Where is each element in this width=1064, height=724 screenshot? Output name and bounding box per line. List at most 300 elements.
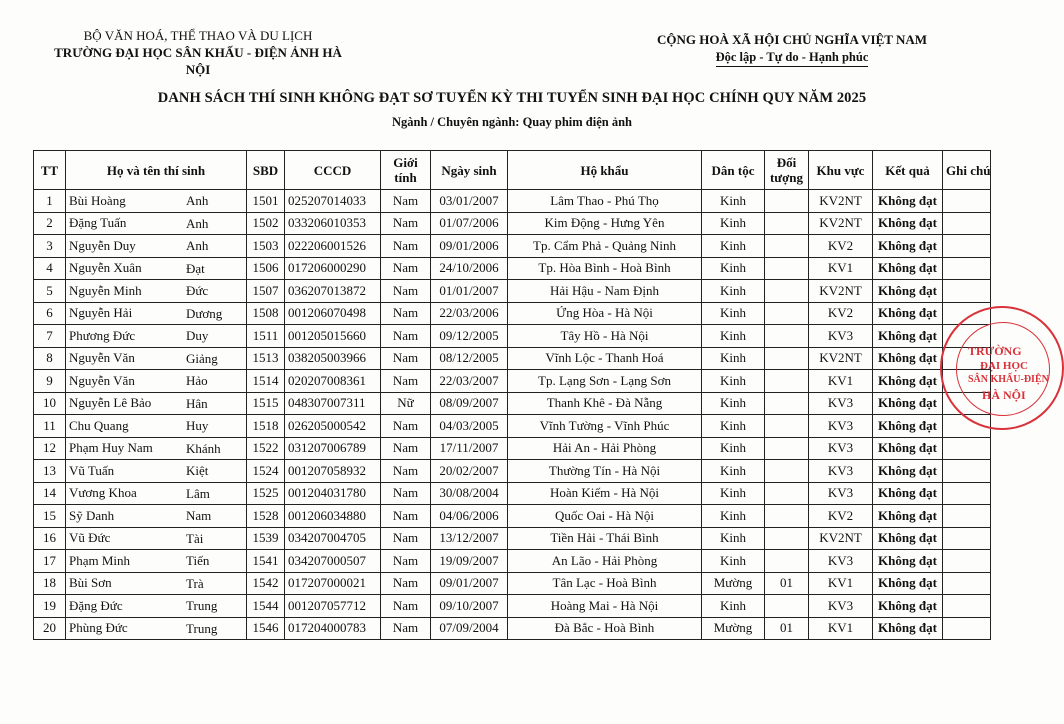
cell-region: KV3 [809, 437, 873, 460]
document-title: DANH SÁCH THÍ SINH KHÔNG ĐẠT SƠ TUYỂN KỲ THI TUYỂN SINH ĐẠI HỌC CHÍNH QUY NĂM 2025 [157, 90, 867, 106]
cell-ethnic: Kinh [702, 550, 765, 573]
first-middle-name: Chu Quang [69, 417, 129, 433]
cell-priority [765, 482, 809, 505]
given-name: Khánh [186, 440, 221, 456]
cell-priority [765, 505, 809, 528]
cell-ethnic: Kinh [702, 392, 765, 415]
cell-note [943, 505, 991, 528]
table-row [34, 235, 991, 258]
cell-region: KV3 [809, 460, 873, 483]
cell-dob: 09/10/2007 [431, 595, 508, 618]
cell-ethnic: Kinh [702, 347, 765, 370]
cell-ethnic: Kinh [702, 212, 765, 235]
col-header-cccd: CCCD [285, 151, 381, 190]
cell-priority [765, 325, 809, 348]
given-name: Đạt [186, 260, 205, 276]
given-name: Duy [186, 328, 209, 343]
cell-tt: 14 [34, 482, 66, 505]
cell-gender: Nam [381, 212, 431, 235]
cell-region: KV3 [809, 595, 873, 618]
cell-region: KV2NT [809, 527, 873, 550]
cell-region: KV3 [809, 482, 873, 505]
cell-hometown: Thanh Khê - Đà Nẵng [508, 392, 702, 415]
cell-tt: 10 [34, 392, 66, 415]
cell-gender: Nam [381, 280, 431, 303]
cell-hometown: Đà Bắc - Hoà Bình [508, 617, 702, 640]
cell-dob: 20/02/2007 [431, 460, 508, 483]
table-row [34, 190, 991, 213]
cell-cccd: 048307007311 [285, 392, 381, 415]
given-name: Trà [186, 575, 204, 591]
cell-note [943, 460, 991, 483]
cell-gender: Nam [381, 302, 431, 325]
cell-dob: 04/06/2006 [431, 505, 508, 528]
cell-sbd: 1506 [247, 257, 285, 280]
cell-cccd: 025207014033 [285, 190, 381, 213]
cell-hometown: Tp. Lạng Sơn - Lạng Sơn [508, 370, 702, 393]
cell-region: KV3 [809, 550, 873, 573]
cell-sbd: 1515 [247, 392, 285, 415]
cell-name [66, 617, 247, 640]
table-row [34, 617, 991, 640]
cell-dob: 13/12/2007 [431, 527, 508, 550]
table-row [34, 460, 991, 483]
col-header-gender: Giới tính [381, 151, 431, 190]
first-middle-name: Vũ Tuấn [69, 462, 115, 478]
cell-ethnic: Kinh [702, 280, 765, 303]
cell-result: Không đạt [873, 370, 943, 393]
seal-text-2: ĐẠI HỌC [980, 360, 1028, 372]
cell-result: Không đạt [873, 302, 943, 325]
cell-note [943, 527, 991, 550]
cell-cccd: 026205000542 [285, 415, 381, 438]
col-header-priority: Đối tượng [765, 151, 809, 190]
cell-priority [765, 212, 809, 235]
cell-sbd: 1522 [247, 437, 285, 460]
cell-dob: 04/03/2005 [431, 415, 508, 438]
given-name: Hân [186, 395, 208, 411]
first-middle-name: Nguyễn Duy [69, 237, 136, 253]
cell-tt: 8 [34, 347, 66, 370]
cell-tt: 13 [34, 460, 66, 483]
cell-gender: Nam [381, 460, 431, 483]
cell-cccd: 020207008361 [285, 370, 381, 393]
cell-note [943, 617, 991, 640]
cell-note [943, 302, 991, 325]
cell-priority [765, 235, 809, 258]
cell-sbd: 1508 [247, 302, 285, 325]
cell-dob: 17/11/2007 [431, 437, 508, 460]
cell-tt: 5 [34, 280, 66, 303]
cell-ethnic: Kinh [702, 302, 765, 325]
cell-hometown: Tiền Hải - Thái Bình [508, 527, 702, 550]
cell-priority [765, 370, 809, 393]
cell-cccd: 001206070498 [285, 302, 381, 325]
cell-name [66, 572, 247, 595]
national-motto: Độc lập - Tự do - Hạnh phúc [716, 49, 869, 67]
cell-gender: Nam [381, 550, 431, 573]
table-row [34, 505, 991, 528]
cell-name [66, 527, 247, 550]
cell-result: Không đạt [873, 550, 943, 573]
col-header-hometown: Hộ khẩu [508, 151, 702, 190]
cell-priority [765, 550, 809, 573]
given-name: Tài [186, 530, 204, 546]
cell-gender: Nam [381, 505, 431, 528]
given-name: Anh [186, 238, 209, 253]
cell-region: KV2 [809, 505, 873, 528]
table-row [34, 325, 991, 348]
given-name: Hảo [186, 373, 208, 388]
table-row [34, 212, 991, 235]
cell-result: Không đạt [873, 482, 943, 505]
school-name: TRƯỜNG ĐẠI HỌC SÂN KHẤU - ĐIỆN ẢNH HÀ NỘI [54, 45, 342, 77]
cell-cccd: 017207000021 [285, 572, 381, 595]
cell-result: Không đạt [873, 212, 943, 235]
cell-sbd: 1525 [247, 482, 285, 505]
given-name: Giảng [186, 350, 218, 366]
cell-ethnic: Kinh [702, 460, 765, 483]
cell-cccd: 034207000507 [285, 550, 381, 573]
cell-note [943, 550, 991, 573]
cell-ethnic: Kinh [702, 527, 765, 550]
col-header-sbd: SBD [247, 151, 285, 190]
cell-name [66, 235, 247, 258]
cell-note [943, 437, 991, 460]
cell-result: Không đạt [873, 347, 943, 370]
cell-cccd: 001207057712 [285, 595, 381, 618]
first-middle-name: Vương Khoa [69, 485, 137, 501]
cell-region: KV2NT [809, 280, 873, 303]
cell-dob: 22/03/2007 [431, 370, 508, 393]
cell-gender: Nam [381, 595, 431, 618]
given-name: Anh [186, 193, 209, 208]
cell-tt: 12 [34, 437, 66, 460]
cell-ethnic: Kinh [702, 370, 765, 393]
cell-gender: Nam [381, 190, 431, 213]
cell-gender: Nam [381, 437, 431, 460]
cell-result: Không đạt [873, 280, 943, 303]
cell-gender: Nam [381, 235, 431, 258]
cell-region: KV2NT [809, 347, 873, 370]
seal-text-3: SÂN KHẤU-ĐIỆN [968, 374, 1049, 385]
cell-gender: Nam [381, 572, 431, 595]
cell-region: KV1 [809, 572, 873, 595]
cell-sbd: 1541 [247, 550, 285, 573]
cell-tt: 4 [34, 257, 66, 280]
cell-hometown: Hải Hậu - Nam Định [508, 280, 702, 303]
cell-hometown: An Lão - Hải Phòng [508, 550, 702, 573]
given-name: Dương [186, 305, 223, 321]
cell-note [943, 392, 991, 415]
cell-region: KV3 [809, 415, 873, 438]
cell-tt: 3 [34, 235, 66, 258]
cell-dob: 19/09/2007 [431, 550, 508, 573]
cell-result: Không đạt [873, 190, 943, 213]
table-row [34, 370, 991, 393]
cell-note [943, 415, 991, 438]
cell-name [66, 460, 247, 483]
cell-gender: Nam [381, 325, 431, 348]
first-middle-name: Phương Đức [69, 327, 136, 343]
cell-hometown: Vĩnh Tường - Vĩnh Phúc [508, 415, 702, 438]
cell-note [943, 257, 991, 280]
cell-gender: Nam [381, 347, 431, 370]
cell-ethnic: Kinh [702, 595, 765, 618]
cell-region: KV2NT [809, 212, 873, 235]
col-header-ethnic: Dân tộc [702, 151, 765, 190]
cell-priority [765, 437, 809, 460]
cell-dob: 09/01/2006 [431, 235, 508, 258]
table-row [34, 482, 991, 505]
cell-tt: 1 [34, 190, 66, 213]
cell-hometown: Thường Tín - Hà Nội [508, 460, 702, 483]
national-header [642, 31, 942, 67]
cell-cccd: 017204000783 [285, 617, 381, 640]
cell-priority [765, 347, 809, 370]
cell-name [66, 392, 247, 415]
col-header-result: Kết quả [873, 151, 943, 190]
cell-name [66, 482, 247, 505]
first-middle-name: Nguyễn Văn [69, 372, 135, 388]
cell-tt: 2 [34, 212, 66, 235]
cell-priority: 01 [765, 617, 809, 640]
cell-dob: 24/10/2006 [431, 257, 508, 280]
cell-cccd: 001207058932 [285, 460, 381, 483]
cell-note [943, 190, 991, 213]
cell-dob: 30/08/2004 [431, 482, 508, 505]
cell-name [66, 595, 247, 618]
cell-sbd: 1539 [247, 527, 285, 550]
cell-note [943, 595, 991, 618]
cell-result: Không đạt [873, 437, 943, 460]
cell-note [943, 280, 991, 303]
first-middle-name: Phạm Minh [69, 552, 131, 568]
cell-sbd: 1501 [247, 190, 285, 213]
first-middle-name: Bùi Sơn [69, 575, 112, 591]
cell-tt: 16 [34, 527, 66, 550]
cell-priority [765, 595, 809, 618]
cell-priority [765, 392, 809, 415]
cell-sbd: 1502 [247, 212, 285, 235]
cell-gender: Nam [381, 617, 431, 640]
first-middle-name: Nguyễn Hải [69, 305, 133, 321]
cell-sbd: 1513 [247, 347, 285, 370]
cell-result: Không đạt [873, 595, 943, 618]
cell-ethnic: Kinh [702, 235, 765, 258]
first-middle-name: Nguyễn Văn [69, 350, 135, 366]
given-name: Nam [186, 508, 212, 523]
table-row [34, 595, 991, 618]
cell-result: Không đạt [873, 415, 943, 438]
cell-priority [765, 280, 809, 303]
cell-sbd: 1507 [247, 280, 285, 303]
cell-tt: 7 [34, 325, 66, 348]
cell-hometown: Hải An - Hải Phòng [508, 437, 702, 460]
cell-hometown: Ứng Hòa - Hà Nội [508, 302, 702, 325]
cell-result: Không đạt [873, 505, 943, 528]
table-row [34, 572, 991, 595]
cell-sbd: 1514 [247, 370, 285, 393]
cell-priority [765, 460, 809, 483]
cell-ethnic: Kinh [702, 257, 765, 280]
cell-note [943, 370, 991, 393]
cell-tt: 11 [34, 415, 66, 438]
document-subtitle: Ngành / Chuyên ngành: Quay phim điện ảnh [391, 115, 633, 129]
cell-note [943, 482, 991, 505]
cell-dob: 08/09/2007 [431, 392, 508, 415]
cell-cccd: 033206010353 [285, 212, 381, 235]
given-name: Huy [186, 418, 209, 433]
cell-result: Không đạt [873, 572, 943, 595]
cell-hometown: Tp. Hòa Bình - Hoà Bình [508, 257, 702, 280]
col-header-note: Ghi chú [943, 151, 991, 190]
cell-note [943, 347, 991, 370]
col-header-dob: Ngày sinh [431, 151, 508, 190]
cell-priority [765, 302, 809, 325]
first-middle-name: Bùi Hoàng [69, 192, 126, 208]
table-row [34, 437, 991, 460]
cell-tt: 15 [34, 505, 66, 528]
cell-cccd: 022206001526 [285, 235, 381, 258]
cell-name [66, 190, 247, 213]
cell-dob: 07/09/2004 [431, 617, 508, 640]
cell-sbd: 1546 [247, 617, 285, 640]
cell-note [943, 212, 991, 235]
cell-priority [765, 257, 809, 280]
cell-gender: Nam [381, 370, 431, 393]
cell-ethnic: Kinh [702, 437, 765, 460]
ministry-header [48, 27, 348, 78]
cell-sbd: 1503 [247, 235, 285, 258]
ministry-name: BỘ VĂN HOÁ, THỂ THAO VÀ DU LỊCH [83, 28, 313, 43]
first-middle-name: Nguyễn Lê Bảo [69, 395, 152, 411]
cell-hometown: Kim Động - Hưng Yên [508, 212, 702, 235]
cell-gender: Nam [381, 482, 431, 505]
cell-priority [765, 527, 809, 550]
cell-region: KV3 [809, 325, 873, 348]
cell-ethnic: Kinh [702, 415, 765, 438]
cell-result: Không đạt [873, 325, 943, 348]
given-name: Anh [186, 215, 209, 231]
cell-name [66, 302, 247, 325]
cell-name [66, 437, 247, 460]
cell-cccd: 036207013872 [285, 280, 381, 303]
table-row [34, 280, 991, 303]
cell-cccd: 001205015660 [285, 325, 381, 348]
first-middle-name: Vũ Đức [69, 530, 111, 546]
cell-name [66, 370, 247, 393]
country-name: CỘNG HOÀ XÃ HỘI CHỦ NGHĨA VIỆT NAM [656, 32, 928, 47]
col-header-name: Họ và tên thí sinh [66, 151, 247, 190]
cell-region: KV1 [809, 257, 873, 280]
cell-dob: 22/03/2006 [431, 302, 508, 325]
given-name: Lâm [186, 485, 210, 501]
cell-region: KV1 [809, 617, 873, 640]
cell-tt: 9 [34, 370, 66, 393]
cell-tt: 19 [34, 595, 66, 618]
cell-note [943, 235, 991, 258]
cell-hometown: Tp. Cẩm Phả - Quảng Ninh [508, 235, 702, 258]
cell-region: KV2 [809, 302, 873, 325]
cell-cccd: 001206034880 [285, 505, 381, 528]
given-name: Tiến [186, 553, 210, 568]
cell-sbd: 1524 [247, 460, 285, 483]
first-middle-name: Nguyễn Xuân [69, 260, 142, 276]
cell-ethnic: Kinh [702, 325, 765, 348]
cell-name [66, 325, 247, 348]
cell-cccd: 038205003966 [285, 347, 381, 370]
cell-dob: 01/07/2006 [431, 212, 508, 235]
cell-tt: 20 [34, 617, 66, 640]
cell-gender: Nam [381, 527, 431, 550]
cell-result: Không đạt [873, 392, 943, 415]
cell-name [66, 347, 247, 370]
cell-tt: 17 [34, 550, 66, 573]
cell-sbd: 1542 [247, 572, 285, 595]
cell-cccd: 017206000290 [285, 257, 381, 280]
cell-priority [765, 415, 809, 438]
first-middle-name: Đặng Tuấn [69, 215, 127, 231]
cell-ethnic: Mường [702, 572, 765, 595]
cell-result: Không đạt [873, 617, 943, 640]
cell-hometown: Hoàng Mai - Hà Nội [508, 595, 702, 618]
seal-text-4: HÀ NỘI [982, 388, 1026, 402]
cell-region: KV1 [809, 370, 873, 393]
cell-name [66, 550, 247, 573]
cell-ethnic: Kinh [702, 505, 765, 528]
cell-dob: 01/01/2007 [431, 280, 508, 303]
cell-dob: 03/01/2007 [431, 190, 508, 213]
seal-text-1: TRƯỜNG [968, 344, 1022, 358]
cell-gender: Nam [381, 257, 431, 280]
cell-hometown: Quốc Oai - Hà Nội [508, 505, 702, 528]
cell-note [943, 325, 991, 348]
table-header-row [34, 151, 991, 190]
cell-gender: Nữ [381, 392, 431, 415]
cell-hometown: Tây Hồ - Hà Nội [508, 325, 702, 348]
cell-sbd: 1518 [247, 415, 285, 438]
cell-name [66, 212, 247, 235]
cell-hometown: Lâm Thao - Phú Thọ [508, 190, 702, 213]
cell-name [66, 257, 247, 280]
cell-sbd: 1544 [247, 595, 285, 618]
cell-dob: 09/12/2005 [431, 325, 508, 348]
cell-priority [765, 190, 809, 213]
cell-cccd: 001204031780 [285, 482, 381, 505]
cell-result: Không đạt [873, 527, 943, 550]
cell-name [66, 505, 247, 528]
candidate-table [33, 150, 991, 640]
col-header-region: Khu vực [809, 151, 873, 190]
table-row [34, 257, 991, 280]
cell-region: KV2 [809, 235, 873, 258]
given-name: Trung [186, 620, 218, 636]
first-middle-name: Sỹ Danh [69, 507, 115, 523]
cell-cccd: 034207004705 [285, 527, 381, 550]
cell-gender: Nam [381, 415, 431, 438]
table-row [34, 392, 991, 415]
table-row [34, 302, 991, 325]
cell-priority: 01 [765, 572, 809, 595]
cell-region: KV3 [809, 392, 873, 415]
cell-name [66, 280, 247, 303]
cell-hometown: Hoàn Kiếm - Hà Nội [508, 482, 702, 505]
cell-tt: 6 [34, 302, 66, 325]
table-row [34, 550, 991, 573]
cell-sbd: 1528 [247, 505, 285, 528]
given-name: Trung [186, 598, 218, 613]
